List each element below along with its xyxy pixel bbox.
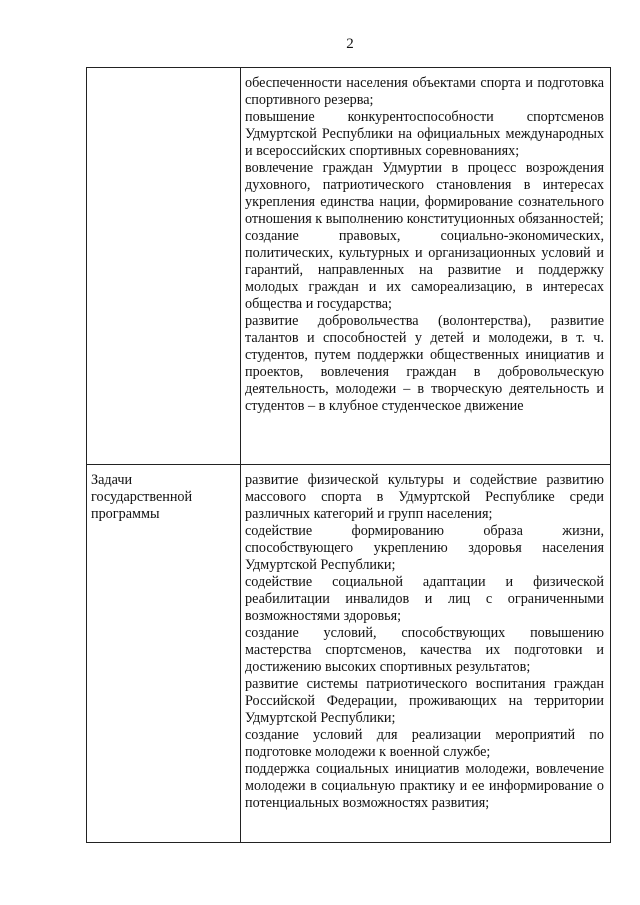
goals-list	[241, 68, 610, 421]
list-item: создание условий для реализации мероприятий по подготовке молодежи к военной службе;	[245, 727, 604, 760]
list-item: поддержка социальных инициатив молодежи, вовлечение молодежи в социальную практику и ее информирование о потенциальных возможностях развития;	[245, 761, 604, 811]
list-item: создание условий, способствующих повышению мастерства спортсменов, качества их подготовки и достижению высоких спортивных результатов;	[245, 625, 604, 675]
row-label	[87, 68, 240, 75]
row-label-cell	[87, 465, 241, 843]
list-item: вовлечение граждан Удмуртии в процесс возрождения духовного, патриотического становления в интересах укрепления единства нации, формирование сознательного отношения к выполнению конституционных обязанностей;	[245, 160, 604, 227]
list-item: развитие физической культуры и содействие развитию массового спорта в Удмуртской Республике среди различных категорий и групп населения;	[245, 472, 604, 522]
list-item: повышение конкурентоспособности спортсменов Удмуртской Республики на официальных международных и всероссийских спортивных соревнованиях;	[245, 109, 604, 159]
table-row	[87, 465, 611, 843]
list-item: содействие социальной адаптации и физической реабилитации инвалидов и лиц с ограниченными возможностями здоровья;	[245, 574, 604, 624]
list-item: развитие добровольчества (волонтерства), развитие талантов и способностей у детей и молодежи, в т. ч. студентов, путем поддержки общественных инициатив и проектов, вовлечения граждан в добровольческую деятельность, молодежи – в творческую деятельность и студентов – в клубное студенческое движение	[245, 313, 604, 414]
list-item: обеспеченности населения объектами спорта и подготовка спортивного резерва;	[245, 75, 604, 108]
page-number: 2	[346, 36, 354, 52]
row-content-cell	[241, 465, 611, 843]
tasks-list	[241, 465, 610, 818]
row-label-cell	[87, 68, 241, 465]
list-item: создание правовых, социально-экономических, политических, культурных и организационных условий и гарантий, направленных на развитие и поддержку молодых граждан и их самореализацию, в интересах общества и государства;	[245, 228, 604, 312]
program-passport-table	[86, 67, 611, 843]
row-content-cell	[241, 68, 611, 465]
list-item: развитие системы патриотического воспитания граждан Российской Федерации, проживающих на территории Удмуртской Республики;	[245, 676, 604, 726]
table-row	[87, 68, 611, 465]
list-item: содействие формированию образа жизни, способствующего укреплению здоровья населения Удмуртской Республики;	[245, 523, 604, 573]
row-label: Задачи государственной программы	[91, 472, 193, 522]
